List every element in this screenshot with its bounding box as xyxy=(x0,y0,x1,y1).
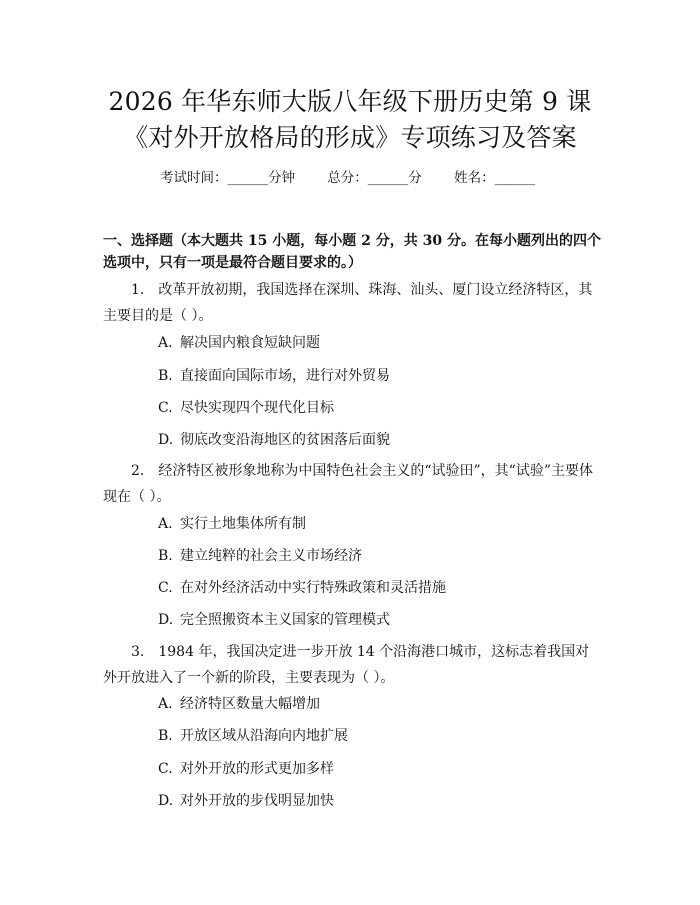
option-text: 经济特区数量大幅增加 xyxy=(180,696,320,712)
student-name-field: 姓名：______ xyxy=(454,170,536,186)
question-3-option-b xyxy=(158,726,348,746)
total-score-field: 总分：______分 xyxy=(327,170,422,186)
option-letter: B. xyxy=(158,368,173,384)
document-title-line-2: 《对外开放格局的形成》专项练习及答案 xyxy=(123,123,577,152)
question-2-option-a xyxy=(158,514,306,534)
option-letter: C. xyxy=(158,400,173,416)
question-1 xyxy=(103,277,603,329)
question-3 xyxy=(103,639,603,691)
option-text: 在对外经济活动中实行特殊政策和灵活措施 xyxy=(180,580,446,596)
option-text: 开放区域从沿海向内地扩展 xyxy=(180,728,348,744)
question-1-option-b xyxy=(158,366,390,386)
option-text: 彻底改变沿海地区的贫困落后面貌 xyxy=(180,432,390,448)
question-1-option-c xyxy=(158,398,334,418)
question-2-option-d xyxy=(158,610,390,630)
option-letter: D. xyxy=(158,432,174,448)
option-text: 建立纯粹的社会主义市场经济 xyxy=(180,548,362,564)
question-text: 改革开放初期，我国选择在深圳、珠海、汕头、厦门设立经济特区，其主要目的是（ ）。 xyxy=(103,282,593,324)
section-heading: 一、选择题（本大题共 15 小题，每小题 2 分，共 30 分。在每小题列出的四个选项中，只有一项是最符合题目要求的。） xyxy=(103,233,601,271)
question-2-option-c xyxy=(158,578,446,598)
question-text: 1984 年，我国决定进一步开放 14 个沿海港口城市，这标志着我国对外开放进入了一个新的阶段，主要表现为（ ）。 xyxy=(103,644,590,686)
question-number: 3. xyxy=(131,644,145,660)
option-text: 解决国内粮食短缺问题 xyxy=(180,335,320,351)
option-text: 尽快实现四个现代化目标 xyxy=(180,400,334,416)
question-number: 2. xyxy=(131,463,145,479)
option-letter: D. xyxy=(158,612,174,628)
question-1-option-a xyxy=(158,333,320,353)
question-3-option-c xyxy=(158,759,334,779)
question-number: 1. xyxy=(131,282,145,298)
option-text: 直接面向国际市场，进行对外贸易 xyxy=(180,368,390,384)
option-letter: C. xyxy=(158,761,173,777)
question-text: 经济特区被形象地称为中国特色社会主义的“试验田”，其“试验”主要体现在（ ）。 xyxy=(103,463,593,505)
question-3-option-d xyxy=(158,791,334,811)
exam-info-line xyxy=(160,169,535,187)
option-text: 对外开放的形式更加多样 xyxy=(180,761,334,777)
option-text: 实行土地集体所有制 xyxy=(180,516,306,532)
exam-time-field: 考试时间：______分钟 xyxy=(160,170,295,186)
option-letter: A. xyxy=(158,696,173,712)
option-letter: C. xyxy=(158,580,173,596)
document-title-line-1: 2026 年华东师大版八年级下册历史第 9 课 xyxy=(108,87,592,116)
option-text: 对外开放的步伐明显加快 xyxy=(180,793,334,809)
option-text: 完全照搬资本主义国家的管理模式 xyxy=(180,612,390,628)
option-letter: B. xyxy=(158,548,173,564)
option-letter: D. xyxy=(158,793,174,809)
question-1-option-d xyxy=(158,430,390,450)
question-2-option-b xyxy=(158,546,362,566)
option-letter: A. xyxy=(158,335,173,351)
option-letter: B. xyxy=(158,728,173,744)
question-2 xyxy=(103,458,603,510)
option-letter: A. xyxy=(158,516,173,532)
question-3-option-a xyxy=(158,694,320,714)
